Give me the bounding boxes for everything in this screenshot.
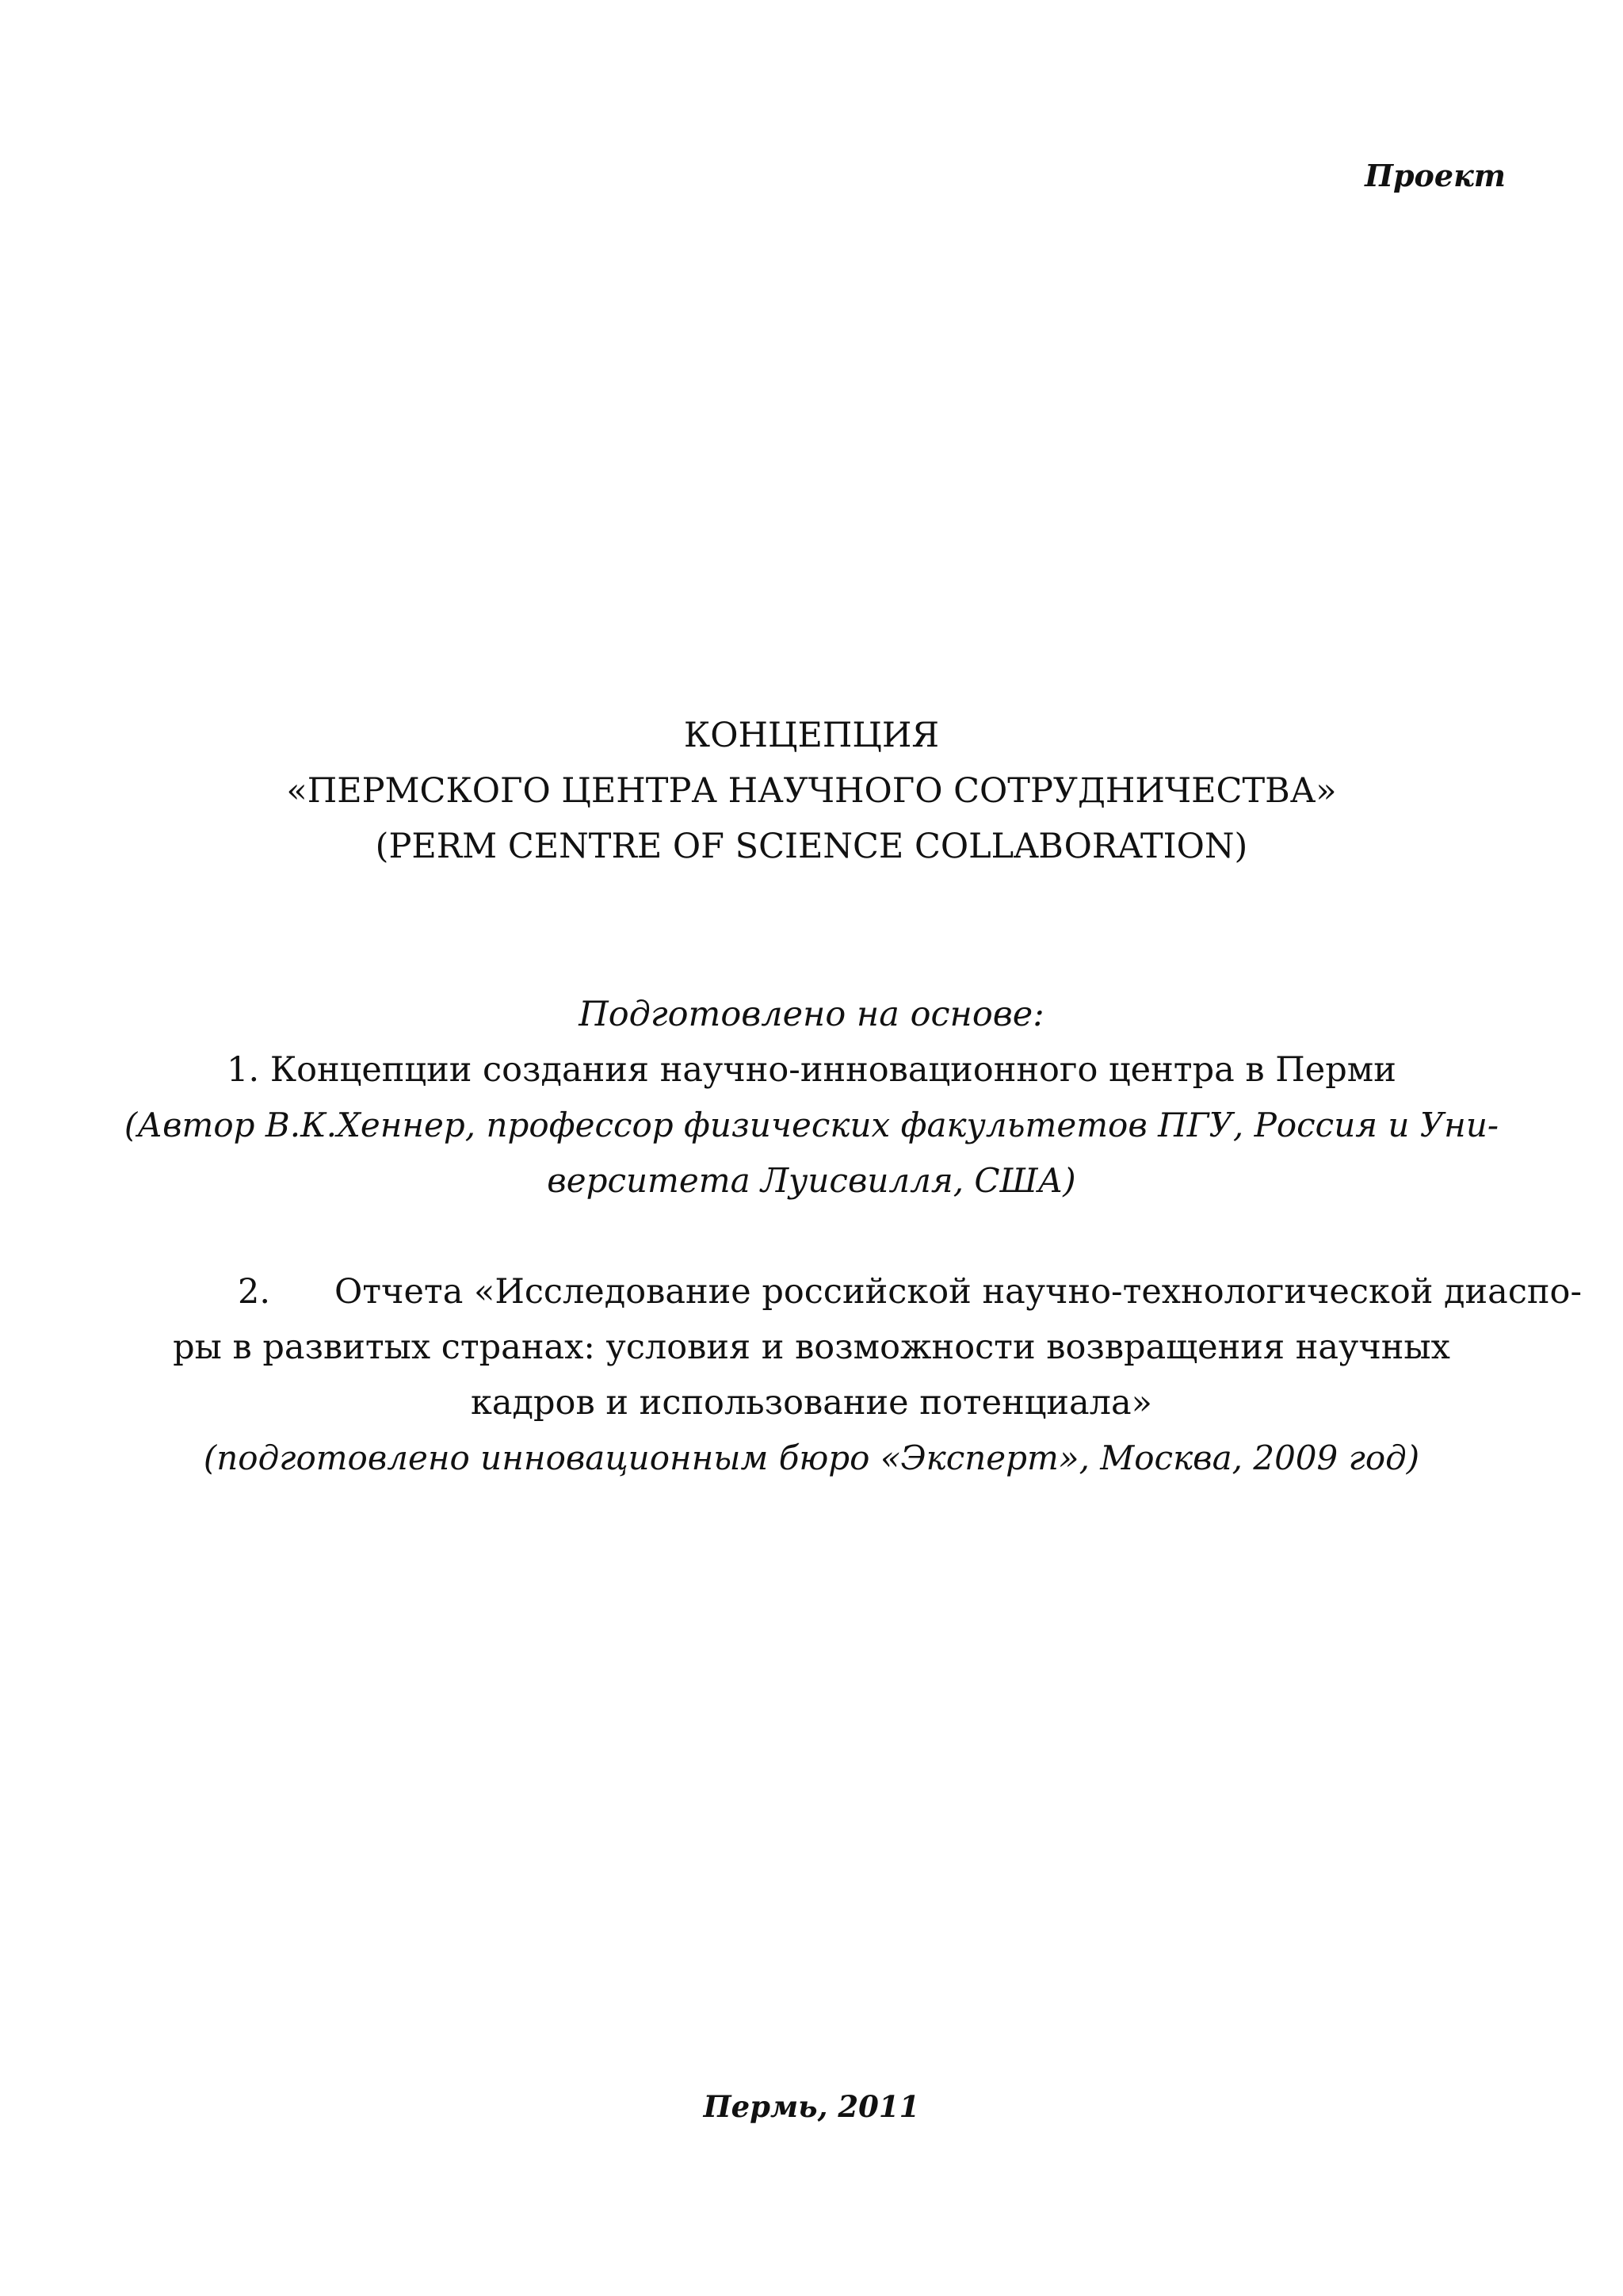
document-title-line-1: КОНЦЕПЦИЯ — [683, 716, 940, 755]
sources-heading: Подготовлено на основе: — [579, 995, 1044, 1034]
document-title-line-3: (PERM CENTRE OF SCIENCE COLLABORATION) — [375, 827, 1248, 866]
source-1-author-note-line-1: (Автор В.К.Хеннер, профессор физических факультетов ПГУ, Россия и Уни- — [124, 1106, 1499, 1144]
document-title-line-2: «ПЕРМСКОГО ЦЕНТРА НАУЧНОГО СОТРУДНИЧЕСТВА» — [286, 771, 1337, 811]
footer-place-year: Пермь, 2011 — [703, 2089, 920, 2124]
source-2-number: 2. — [238, 1272, 271, 1312]
source-2-note: (подготовлено инновационным бюро «Эксперт», Москва, 2009 год) — [203, 1438, 1420, 1477]
source-1-author-note-line-2: верситета Луисвилля, США) — [547, 1161, 1076, 1200]
source-1-title: 1. Концепции создания научно-инновационного центра в Перми — [227, 1050, 1396, 1090]
document-status-label: Проект — [1365, 158, 1506, 193]
source-2-title-line-3: кадров и использование потенциала» — [471, 1383, 1152, 1423]
source-2-title-line-2: ры в развитых странах: условия и возможности возвращения научных — [173, 1328, 1450, 1367]
source-2-title-line-1: Отчета «Исследование российской научно-технологической диаспо- — [334, 1272, 1582, 1312]
